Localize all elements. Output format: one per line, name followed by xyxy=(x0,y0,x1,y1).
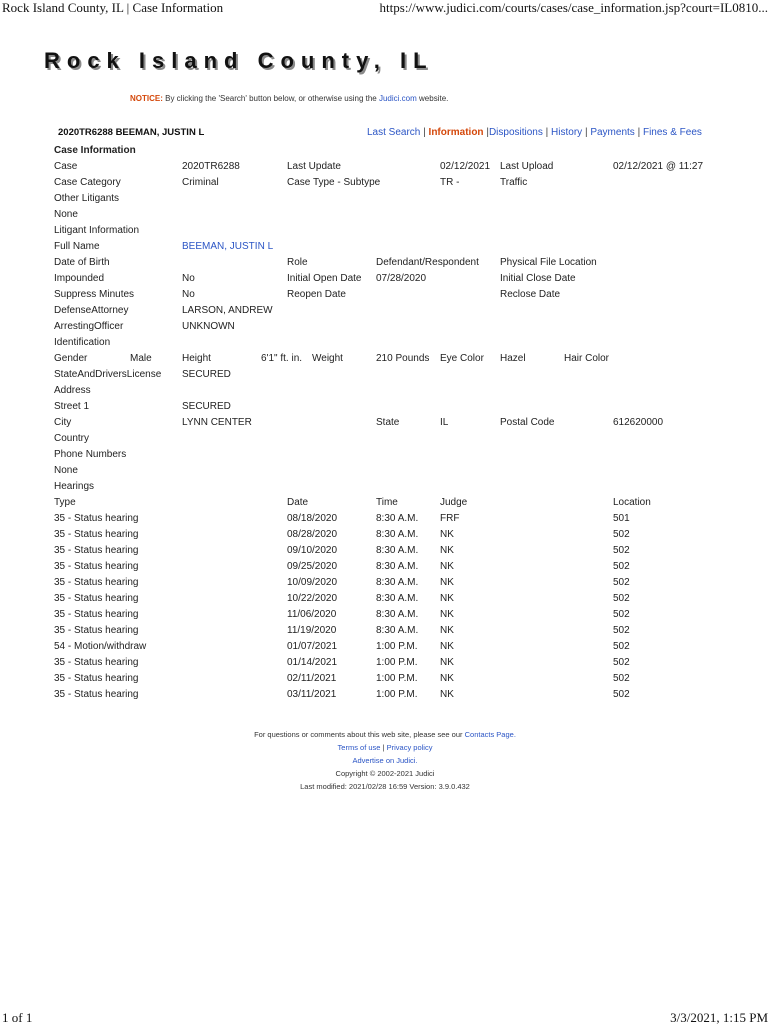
hearings-col-type: Type xyxy=(54,497,76,508)
suppress-label: Suppress Minutes xyxy=(54,289,135,300)
last-update-value: 02/12/2021 xyxy=(440,161,491,172)
hearing-time: 1:00 P.M. xyxy=(376,673,418,684)
nav-separator: | xyxy=(486,127,489,138)
height-value: 6'1" ft. in. xyxy=(261,353,303,364)
hearing-type: 54 - Motion/withdraw xyxy=(54,641,147,652)
close-date-label: Initial Close Date xyxy=(500,273,576,284)
hearing-type: 35 - Status hearing xyxy=(54,513,139,524)
litigant-info-heading: Litigant Information xyxy=(54,225,140,236)
other-litigants-none: None xyxy=(54,209,78,220)
hearing-time: 1:00 P.M. xyxy=(376,657,418,668)
state-value: IL xyxy=(440,417,449,428)
case-subtype-value: Traffic xyxy=(500,177,528,188)
hearing-judge: NK xyxy=(440,609,454,620)
hearing-judge: NK xyxy=(440,689,454,700)
hearing-date: 03/11/2021 xyxy=(287,689,337,700)
hearing-location: 502 xyxy=(613,657,630,668)
footer-advertise xyxy=(0,756,770,765)
hearing-type: 35 - Status hearing xyxy=(54,529,139,540)
hearing-type: 35 - Status hearing xyxy=(54,609,139,620)
city-value: LYNN CENTER xyxy=(182,417,252,428)
hearing-judge: NK xyxy=(440,529,454,540)
hearing-date: 02/11/2021 xyxy=(287,673,337,684)
officer-label: ArrestingOfficer xyxy=(54,321,124,332)
hearing-location: 502 xyxy=(613,609,630,620)
hearing-time: 8:30 A.M. xyxy=(376,545,419,556)
role-label: Role xyxy=(287,257,308,268)
footer-questions-text: For questions or comments about this web site, please see our xyxy=(254,730,463,739)
notice-text: By clicking the 'Search' button below, or otherwise using the xyxy=(165,94,377,103)
last-upload-label: Last Upload xyxy=(500,161,554,172)
site-title: Rock Island County, IL xyxy=(44,48,434,73)
last-upload-value: 02/12/2021 @ 11:27 xyxy=(613,161,704,172)
contacts-link[interactable]: Contacts Page. xyxy=(464,730,516,739)
hearing-location: 502 xyxy=(613,561,630,572)
case-category-label: Case Category xyxy=(54,177,121,188)
browser-url: https://www.judici.com/courts/cases/case_information.jsp?court=IL0810... xyxy=(379,0,768,15)
hearing-type: 35 - Status hearing xyxy=(54,657,139,668)
hearing-location: 502 xyxy=(613,625,630,636)
reopen-label: Reopen Date xyxy=(287,289,346,300)
full-name-label: Full Name xyxy=(54,241,100,252)
nav-information[interactable]: Information xyxy=(428,127,484,138)
hearing-type: 35 - Status hearing xyxy=(54,673,139,684)
hearing-type: 35 - Status hearing xyxy=(54,577,139,588)
hearing-time: 1:00 P.M. xyxy=(376,641,418,652)
city-label: City xyxy=(54,417,72,428)
suppress-value: No xyxy=(182,289,195,300)
hearing-judge: NK xyxy=(440,641,454,652)
nav-separator: | xyxy=(584,127,588,138)
case-label: Case xyxy=(54,161,78,172)
hearing-time: 8:30 A.M. xyxy=(376,529,419,540)
street-label: Street 1 xyxy=(54,401,90,412)
nav-dispositions[interactable]: Dispositions xyxy=(488,127,543,138)
hearings-col-location: Location xyxy=(613,497,651,508)
notice-bar xyxy=(130,94,448,103)
last-update-label: Last Update xyxy=(287,161,341,172)
case-nav xyxy=(367,127,702,138)
footer-policy-links xyxy=(0,743,770,752)
hearing-date: 11/06/2020 xyxy=(287,609,337,620)
case-type-label: Case Type - Subtype xyxy=(287,177,381,188)
terms-link[interactable]: Terms of use xyxy=(337,743,381,752)
nav-payments[interactable]: Payments xyxy=(590,127,635,138)
other-litigants-heading: Other Litigants xyxy=(54,193,120,204)
hearing-type: 35 - Status hearing xyxy=(54,561,139,572)
case-header: 2020TR6288 BEEMAN, JUSTIN L xyxy=(58,127,205,138)
eye-color-value: Hazel xyxy=(500,353,526,364)
hearing-location: 502 xyxy=(613,529,630,540)
case-value: 2020TR6288 xyxy=(182,161,240,172)
footer-separator: | xyxy=(382,743,385,752)
hearing-date: 08/28/2020 xyxy=(287,529,338,540)
nav-fines-fees[interactable]: Fines & Fees xyxy=(642,127,702,138)
nav-separator: | xyxy=(637,127,641,138)
hearing-date: 01/07/2021 xyxy=(287,641,338,652)
hearing-judge: NK xyxy=(440,561,454,572)
hearing-date: 11/19/2020 xyxy=(287,625,337,636)
hearing-time: 8:30 A.M. xyxy=(376,577,419,588)
hearings-heading: Hearings xyxy=(54,481,95,492)
license-value: SECURED xyxy=(182,369,231,380)
height-label: Height xyxy=(182,353,211,364)
hearing-date: 10/09/2020 xyxy=(287,577,338,588)
case-type-value: TR - xyxy=(440,177,460,188)
hearing-location: 502 xyxy=(613,577,630,588)
file-location-label: Physical File Location xyxy=(500,257,597,268)
nav-separator: | xyxy=(423,127,426,138)
hearing-judge: NK xyxy=(440,545,454,556)
hearing-time: 8:30 A.M. xyxy=(376,513,419,524)
hearing-date: 09/10/2020 xyxy=(287,545,338,556)
open-date-value: 07/28/2020 xyxy=(376,273,427,284)
section-case-information: Case Information xyxy=(54,145,136,156)
hearings-col-date: Date xyxy=(287,497,309,508)
hearing-location: 502 xyxy=(613,593,630,604)
browser-printed-at: 3/3/2021, 1:15 PM xyxy=(670,1010,768,1025)
nav-history[interactable]: History xyxy=(551,127,583,138)
footer-modified: Last modified: 2021/02/28 16:59 Version: 3.9.0.432 xyxy=(300,782,470,791)
footer-questions xyxy=(0,730,770,739)
hearing-time: 8:30 A.M. xyxy=(376,609,419,620)
phone-none: None xyxy=(54,465,78,476)
hearing-type: 35 - Status hearing xyxy=(54,689,139,700)
identification-heading: Identification xyxy=(54,337,111,348)
browser-page-title: Rock Island County, IL | Case Information xyxy=(2,0,224,15)
footer-copyright: Copyright © 2002-2021 Judici xyxy=(335,769,435,778)
license-label: StateAndDriversLicense xyxy=(54,369,162,380)
hearing-date: 01/14/2021 xyxy=(287,657,338,668)
hearing-judge: FRF xyxy=(440,513,460,524)
hearing-date: 09/25/2020 xyxy=(287,561,338,572)
hearing-date: 08/18/2020 xyxy=(287,513,338,524)
hearing-time: 1:00 P.M. xyxy=(376,689,418,700)
browser-page-count: 1 of 1 xyxy=(2,1010,33,1025)
gender-label: Gender xyxy=(54,353,88,364)
eye-color-label: Eye Color xyxy=(440,353,484,364)
hearing-time: 8:30 A.M. xyxy=(376,625,419,636)
phone-heading: Phone Numbers xyxy=(54,449,127,460)
hearings-col-judge: Judge xyxy=(440,497,468,508)
full-name-value: BEEMAN, JUSTIN L xyxy=(182,241,274,252)
role-value: Defendant/Respondent xyxy=(376,257,479,268)
postal-label: Postal Code xyxy=(500,417,555,428)
country-label: Country xyxy=(54,433,90,444)
nav-separator: | xyxy=(545,127,549,138)
hearing-type: 35 - Status hearing xyxy=(54,593,139,604)
privacy-link[interactable]: Privacy policy xyxy=(386,743,433,752)
hearing-location: 502 xyxy=(613,545,630,556)
hair-color-label: Hair Color xyxy=(564,353,610,364)
officer-value: UNKNOWN xyxy=(182,321,235,332)
nav-last-search[interactable]: Last Search xyxy=(367,127,421,138)
reclose-label: Reclose Date xyxy=(500,289,561,300)
impounded-label: Impounded xyxy=(54,273,105,284)
hearing-type: 35 - Status hearing xyxy=(54,625,139,636)
hearing-location: 502 xyxy=(613,673,630,684)
weight-value: 210 Pounds xyxy=(376,353,430,364)
advertise-link[interactable]: Advertise on Judici. xyxy=(352,756,418,765)
address-heading: Address xyxy=(54,385,91,396)
dob-label: Date of Birth xyxy=(54,257,110,268)
hearing-location: 502 xyxy=(613,689,630,700)
hearing-date: 10/22/2020 xyxy=(287,593,338,604)
hearing-location: 502 xyxy=(613,641,630,652)
notice-label: NOTICE: xyxy=(130,94,163,103)
impounded-value: No xyxy=(182,273,195,284)
hearing-judge: NK xyxy=(440,625,454,636)
notice-end: website. xyxy=(419,94,449,103)
hearing-type: 35 - Status hearing xyxy=(54,545,139,556)
attorney-label: DefenseAttorney xyxy=(54,305,129,316)
hearing-judge: NK xyxy=(440,577,454,588)
hearing-time: 8:30 A.M. xyxy=(376,593,419,604)
case-category-value: Criminal xyxy=(182,177,219,188)
gender-value: Male xyxy=(130,353,152,364)
hearing-judge: NK xyxy=(440,593,454,604)
hearing-judge: NK xyxy=(440,657,454,668)
judici-link[interactable]: Judici.com xyxy=(378,94,417,103)
attorney-value: LARSON, ANDREW xyxy=(182,305,273,316)
street-value: SECURED xyxy=(182,401,231,412)
open-date-label: Initial Open Date xyxy=(287,273,362,284)
postal-value: 612620000 xyxy=(613,417,664,428)
hearing-time: 8:30 A.M. xyxy=(376,561,419,572)
state-label: State xyxy=(376,417,400,428)
hearing-judge: NK xyxy=(440,673,454,684)
hearings-col-time: Time xyxy=(376,497,398,508)
hearing-location: 501 xyxy=(613,513,630,524)
weight-label: Weight xyxy=(312,353,343,364)
